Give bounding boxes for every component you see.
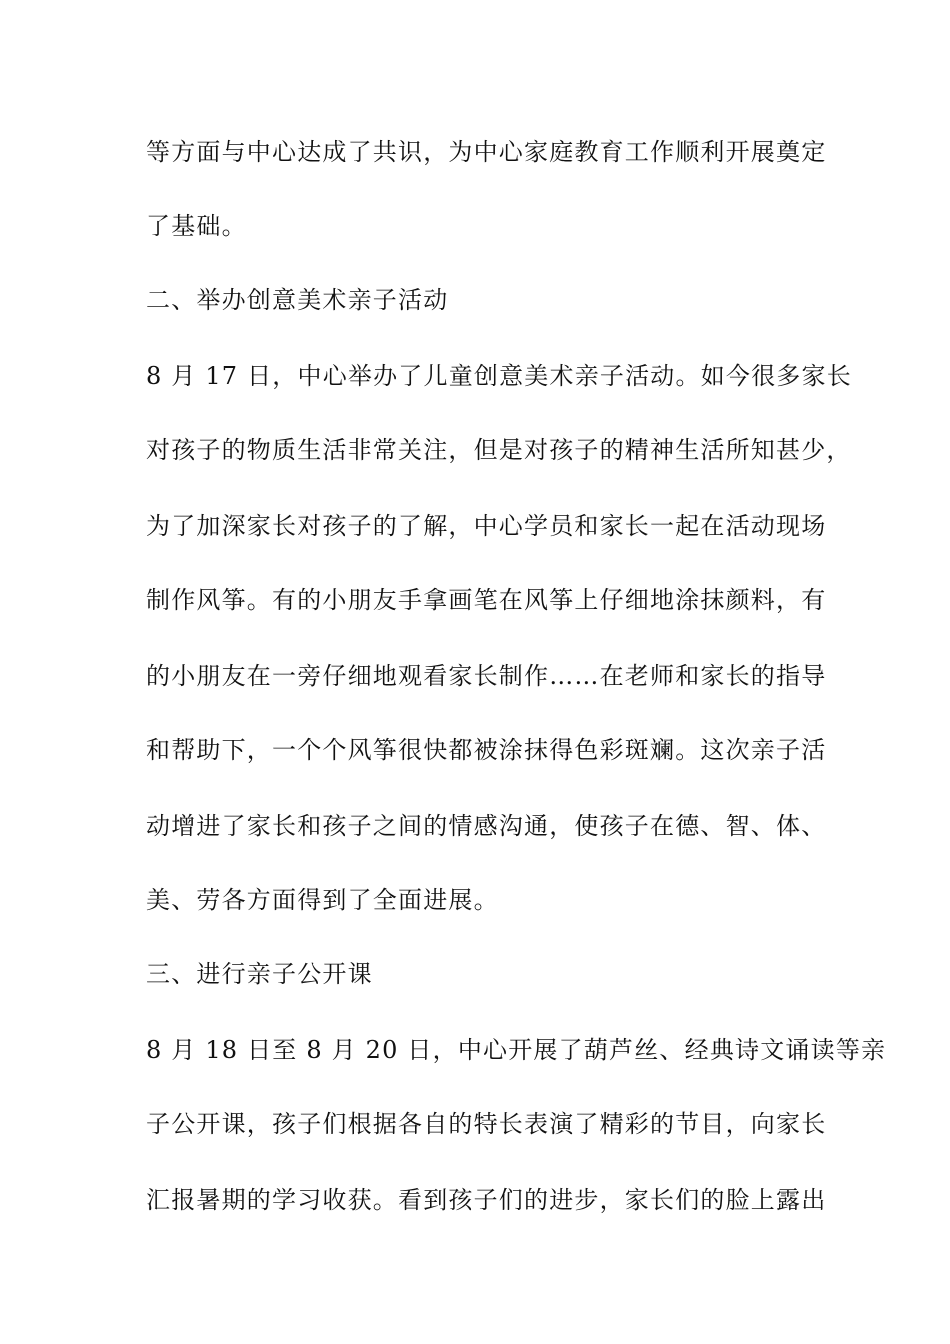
text-line: 和帮助下，一个个风筝很快都被涂抹得色彩斑斓。这次亲子活 xyxy=(146,736,827,764)
text-line: 8 月 17 日，中心举办了儿童创意美术亲子活动。如今很多家长 xyxy=(146,362,852,390)
section-heading: 二、举办创意美术亲子活动 xyxy=(146,286,449,314)
text-line: 美、劳各方面得到了全面进展。 xyxy=(146,886,499,914)
text-line: 为了加深家长对孩子的了解，中心学员和家长一起在活动现场 xyxy=(146,512,827,540)
text-line: 对孩子的物质生活非常关注，但是对孩子的精神生活所知甚少， xyxy=(146,436,852,464)
text-line: 了基础。 xyxy=(146,212,247,240)
text-line: 动增进了家长和孩子之间的情感沟通，使孩子在德、智、体、 xyxy=(146,812,827,840)
text-line: 子公开课，孩子们根据各自的特长表演了精彩的节目，向家长 xyxy=(146,1110,827,1138)
text-line: 等方面与中心达成了共识，为中心家庭教育工作顺利开展奠定 xyxy=(146,138,827,166)
text-line: 8 月 18 日至 8 月 20 日，中心开展了葫芦丝、经典诗文诵读等亲 xyxy=(146,1036,887,1064)
text-line: 汇报暑期的学习收获。看到孩子们的进步，家长们的脸上露出 xyxy=(146,1186,827,1214)
text-line: 制作风筝。有的小朋友手拿画笔在风筝上仔细地涂抹颜料，有 xyxy=(146,586,827,614)
section-heading: 三、进行亲子公开课 xyxy=(146,960,373,988)
text-line: 的小朋友在一旁仔细地观看家长制作……在老师和家长的指导 xyxy=(146,662,827,690)
